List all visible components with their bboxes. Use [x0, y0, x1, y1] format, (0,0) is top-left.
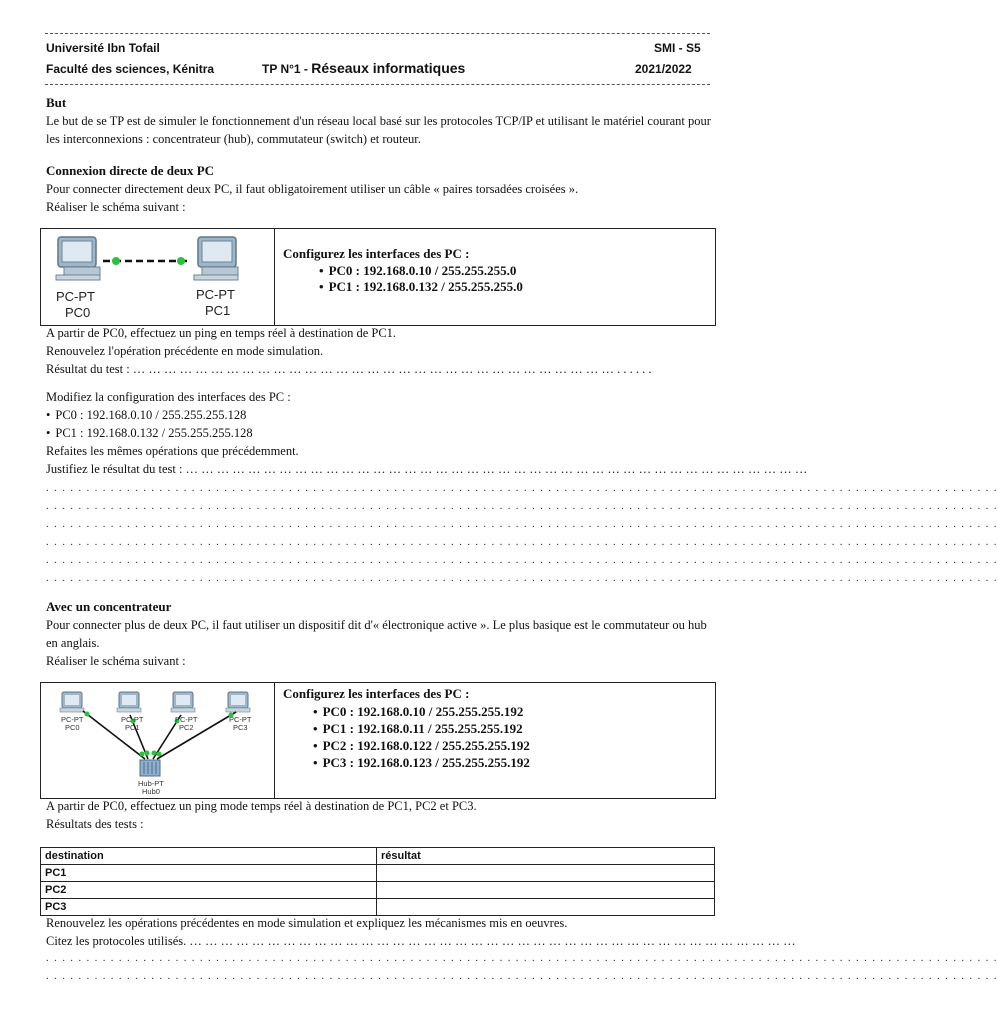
section-label: SMI - S5 — [654, 41, 701, 55]
config-item-pc0: • PC0 : 192.168.0.10 / 255.255.255.0 — [319, 263, 523, 279]
answer-dots-line: . . . . . . . . . . . . . . . . . . . . . . . . . . . . . . . . . . . . . . . . . . . . . . . . . . . . . . . . . . . . . . . . . . . . . . . . . . . . . . . . . . . . . . . . . . . . . . . . . . . . . . . . . . . . . . . . . . . . . . — [46, 952, 998, 964]
university-name: Université Ibn Tofail — [46, 41, 160, 55]
justify-line: Justifiez le résultat du test : … … … … … … … … … … … … … … … … … … … … … … … … … … … … … … … … … … … … … … … … — [46, 462, 808, 476]
pc1-type-label: PC-PT — [196, 287, 235, 302]
answer-dots-line: . . . . . . . . . . . . . . . . . . . . . . . . . . . . . . . . . . . . . . . . . . . . . . . . . . . . . . . . . . . . . . . . . . . . . . . . . . . . . . . . . . . . . . . . . . . . . . . . . . . . . . . . . . . . . . . . . . . . . . — [46, 970, 998, 982]
pc2-computer-icon — [171, 692, 195, 712]
modify-list — [46, 406, 253, 442]
pc-type-label: PC-PT — [229, 715, 252, 724]
modify-item-pc0: • PC0 : 192.168.0.10 / 255.255.255.128 — [46, 406, 253, 424]
answer-dots-line: . . . . . . . . . . . . . . . . . . . . . . . . . . . . . . . . . . . . . . . . . . . . . . . . . . . . . . . . . . . . . . . . . . . . . . . . . . . . . . . . . . . . . . . . . . . . . . . . . . . . . . . . . . . . . . . . . . . . . . — [46, 572, 998, 584]
answer-dots-line: . . . . . . . . . . . . . . . . . . . . . . . . . . . . . . . . . . . . . . . . . . . . . . . . . . . . . . . . . . . . . . . . . . . . . . . . . . . . . . . . . . . . . . . . . . . . . . . . . . . . . . . . . . . . . . . . . . . . . . — [46, 518, 998, 530]
but-heading: But — [46, 95, 67, 110]
pc2-name-label: PC2 — [179, 723, 194, 732]
faculty-name: Faculté des sciences, Kénitra — [46, 62, 215, 76]
pc-type-label: PC-PT — [61, 715, 84, 724]
direct-network-diagram — [41, 229, 274, 325]
direct-config-list — [319, 263, 523, 295]
table-header-row — [41, 848, 715, 865]
link-led-left — [112, 257, 120, 265]
hub-intro: Pour connecter plus de deux PC, il faut utiliser un dispositif dit d'« électronique active ». Le plus basique est le commutateur ou hub en anglais. — [46, 618, 707, 650]
table-row — [41, 899, 715, 916]
hub-question-simulation: Renouvelez les opérations précédentes en mode simulation et expliquez les mécanismes mis en oeuvres. — [46, 916, 568, 930]
hub-results-label: Résultats des tests : — [46, 817, 144, 831]
link-led — [145, 751, 150, 756]
result-cell[interactable] — [377, 899, 715, 916]
pc1-computer-icon — [117, 692, 141, 712]
header-bottom-rule — [45, 84, 710, 85]
hub-config-title: Configurez les interfaces des PC : — [283, 686, 470, 701]
result-cell[interactable] — [377, 865, 715, 882]
tp-subject: Réseaux informatiques — [311, 60, 466, 76]
direct-heading: Connexion directe de deux PC — [46, 163, 215, 178]
hub-schema-box — [40, 682, 716, 799]
hub-heading: Avec un concentrateur — [46, 599, 172, 614]
link-led — [152, 751, 157, 756]
link-led — [85, 712, 90, 717]
protocols-line: Citez les protocoles utilisés. … … … … … … … … … … … … … … … … … … … … … … … … … … … … … … … … … … … … … … … — [46, 934, 796, 948]
pc3-computer-icon — [226, 692, 250, 712]
year-label: 2021/2022 — [635, 62, 692, 76]
pc0-computer-icon — [56, 237, 100, 280]
config-item-pc3: • PC3 : 192.168.0.123 / 255.255.255.192 — [313, 754, 530, 771]
hub-question-ping: A partir de PC0, effectuez un ping mode temps réel à destination de PC1, PC2 et PC3. — [46, 799, 477, 813]
answer-dots-line: . . . . . . . . . . . . . . . . . . . . . . . . . . . . . . . . . . . . . . . . . . . . . . . . . . . . . . . . . . . . . . . . . . . . . . . . . . . . . . . . . . . . . . . . . . . . . . . . . . . . . . . . . . . . . . . . . . . . . . — [46, 554, 998, 566]
pc1-name-label: PC1 — [205, 303, 231, 318]
config-item-pc2: • PC2 : 192.168.0.122 / 255.255.255.192 — [313, 737, 530, 754]
direct-result-line: Résultat du test : … … … … … … … … … … … … … … … … … … … … … … … … … … … … … … … . . . . . . — [46, 362, 652, 376]
but-text: Le but de se TP est de simuler le fonctionnement d'un réseau local basé sur les protocoles TCP/IP et utilisant le matériel courant pour les interconnexions : concentrateur (hub), commutateur (switch) et routeur. — [46, 114, 711, 146]
box-divider — [274, 229, 275, 325]
hub-type-label: Hub-PT — [138, 779, 164, 788]
pc-type-label: PC-PT — [121, 715, 144, 724]
hub-name-label: Hub0 — [142, 787, 160, 796]
direct-config-title: Configurez les interfaces des PC : — [283, 246, 470, 261]
pc0-name-label: PC0 — [65, 723, 80, 732]
destination-cell: PC2 — [41, 882, 377, 899]
pc0-computer-icon — [60, 692, 84, 712]
modify-item-pc1: • PC1 : 192.168.0.132 / 255.255.255.128 — [46, 424, 253, 442]
destination-cell: PC1 — [41, 865, 377, 882]
link-led — [140, 752, 145, 757]
config-item-pc1: • PC1 : 192.168.0.132 / 255.255.255.0 — [319, 279, 523, 295]
pc1-computer-icon — [194, 237, 238, 280]
pc3-name-label: PC3 — [233, 723, 248, 732]
column-header-result: résultat — [377, 848, 715, 865]
box-divider — [274, 683, 275, 798]
results-table — [40, 847, 715, 916]
table-row — [41, 865, 715, 882]
config-item-pc1: • PC1 : 192.168.0.11 / 255.255.255.192 — [313, 720, 530, 737]
direct-question-simulation: Renouvelez l'opération précédente en mode simulation. — [46, 344, 324, 358]
direct-schema-box — [40, 228, 716, 326]
pc0-type-label: PC-PT — [56, 289, 95, 304]
answer-dots-line: . . . . . . . . . . . . . . . . . . . . . . . . . . . . . . . . . . . . . . . . . . . . . . . . . . . . . . . . . . . . . . . . . . . . . . . . . . . . . . . . . . . . . . . . . . . . . . . . . . . . . . . . . . . . . . . . . . . . . . — [46, 482, 998, 494]
pc0-name-label: PC0 — [65, 305, 91, 320]
hub-icon — [140, 760, 160, 776]
config-item-pc0: • PC0 : 192.168.0.10 / 255.255.255.192 — [313, 703, 530, 720]
tp-title — [262, 60, 465, 76]
redo-instruction: Refaites les mêmes opérations que précédemment. — [46, 444, 299, 458]
table-row — [41, 882, 715, 899]
tp-number: TP N°1 - — [262, 62, 312, 76]
pc-type-label: PC-PT — [175, 715, 198, 724]
result-cell[interactable] — [377, 882, 715, 899]
hub-config-list — [313, 703, 530, 771]
direct-instruction: Réaliser le schéma suivant : — [46, 200, 186, 214]
modify-title: Modifiez la configuration des interfaces des PC : — [46, 390, 291, 404]
destination-cell: PC3 — [41, 899, 377, 916]
hub-network-diagram — [41, 683, 274, 798]
pc1-name-label: PC1 — [125, 723, 140, 732]
direct-question-ping: A partir de PC0, effectuez un ping en temps réel à destination de PC1. — [46, 326, 397, 340]
link-led — [157, 752, 162, 757]
direct-intro: Pour connecter directement deux PC, il faut obligatoirement utiliser un câble « paires torsadées croisées ». — [46, 182, 579, 196]
answer-dots-line: . . . . . . . . . . . . . . . . . . . . . . . . . . . . . . . . . . . . . . . . . . . . . . . . . . . . . . . . . . . . . . . . . . . . . . . . . . . . . . . . . . . . . . . . . . . . . . . . . . . . . . . . . . . . . . . . . . . . . . — [46, 500, 998, 512]
hub-instruction: Réaliser le schéma suivant : — [46, 654, 186, 668]
link-led-right — [177, 257, 185, 265]
column-header-destination: destination — [41, 848, 377, 865]
header-top-rule — [45, 33, 710, 34]
answer-dots-line: . . . . . . . . . . . . . . . . . . . . . . . . . . . . . . . . . . . . . . . . . . . . . . . . . . . . . . . . . . . . . . . . . . . . . . . . . . . . . . . . . . . . . . . . . . . . . . . . . . . . . . . . . . . . . . . . . . . . . . — [46, 536, 998, 548]
